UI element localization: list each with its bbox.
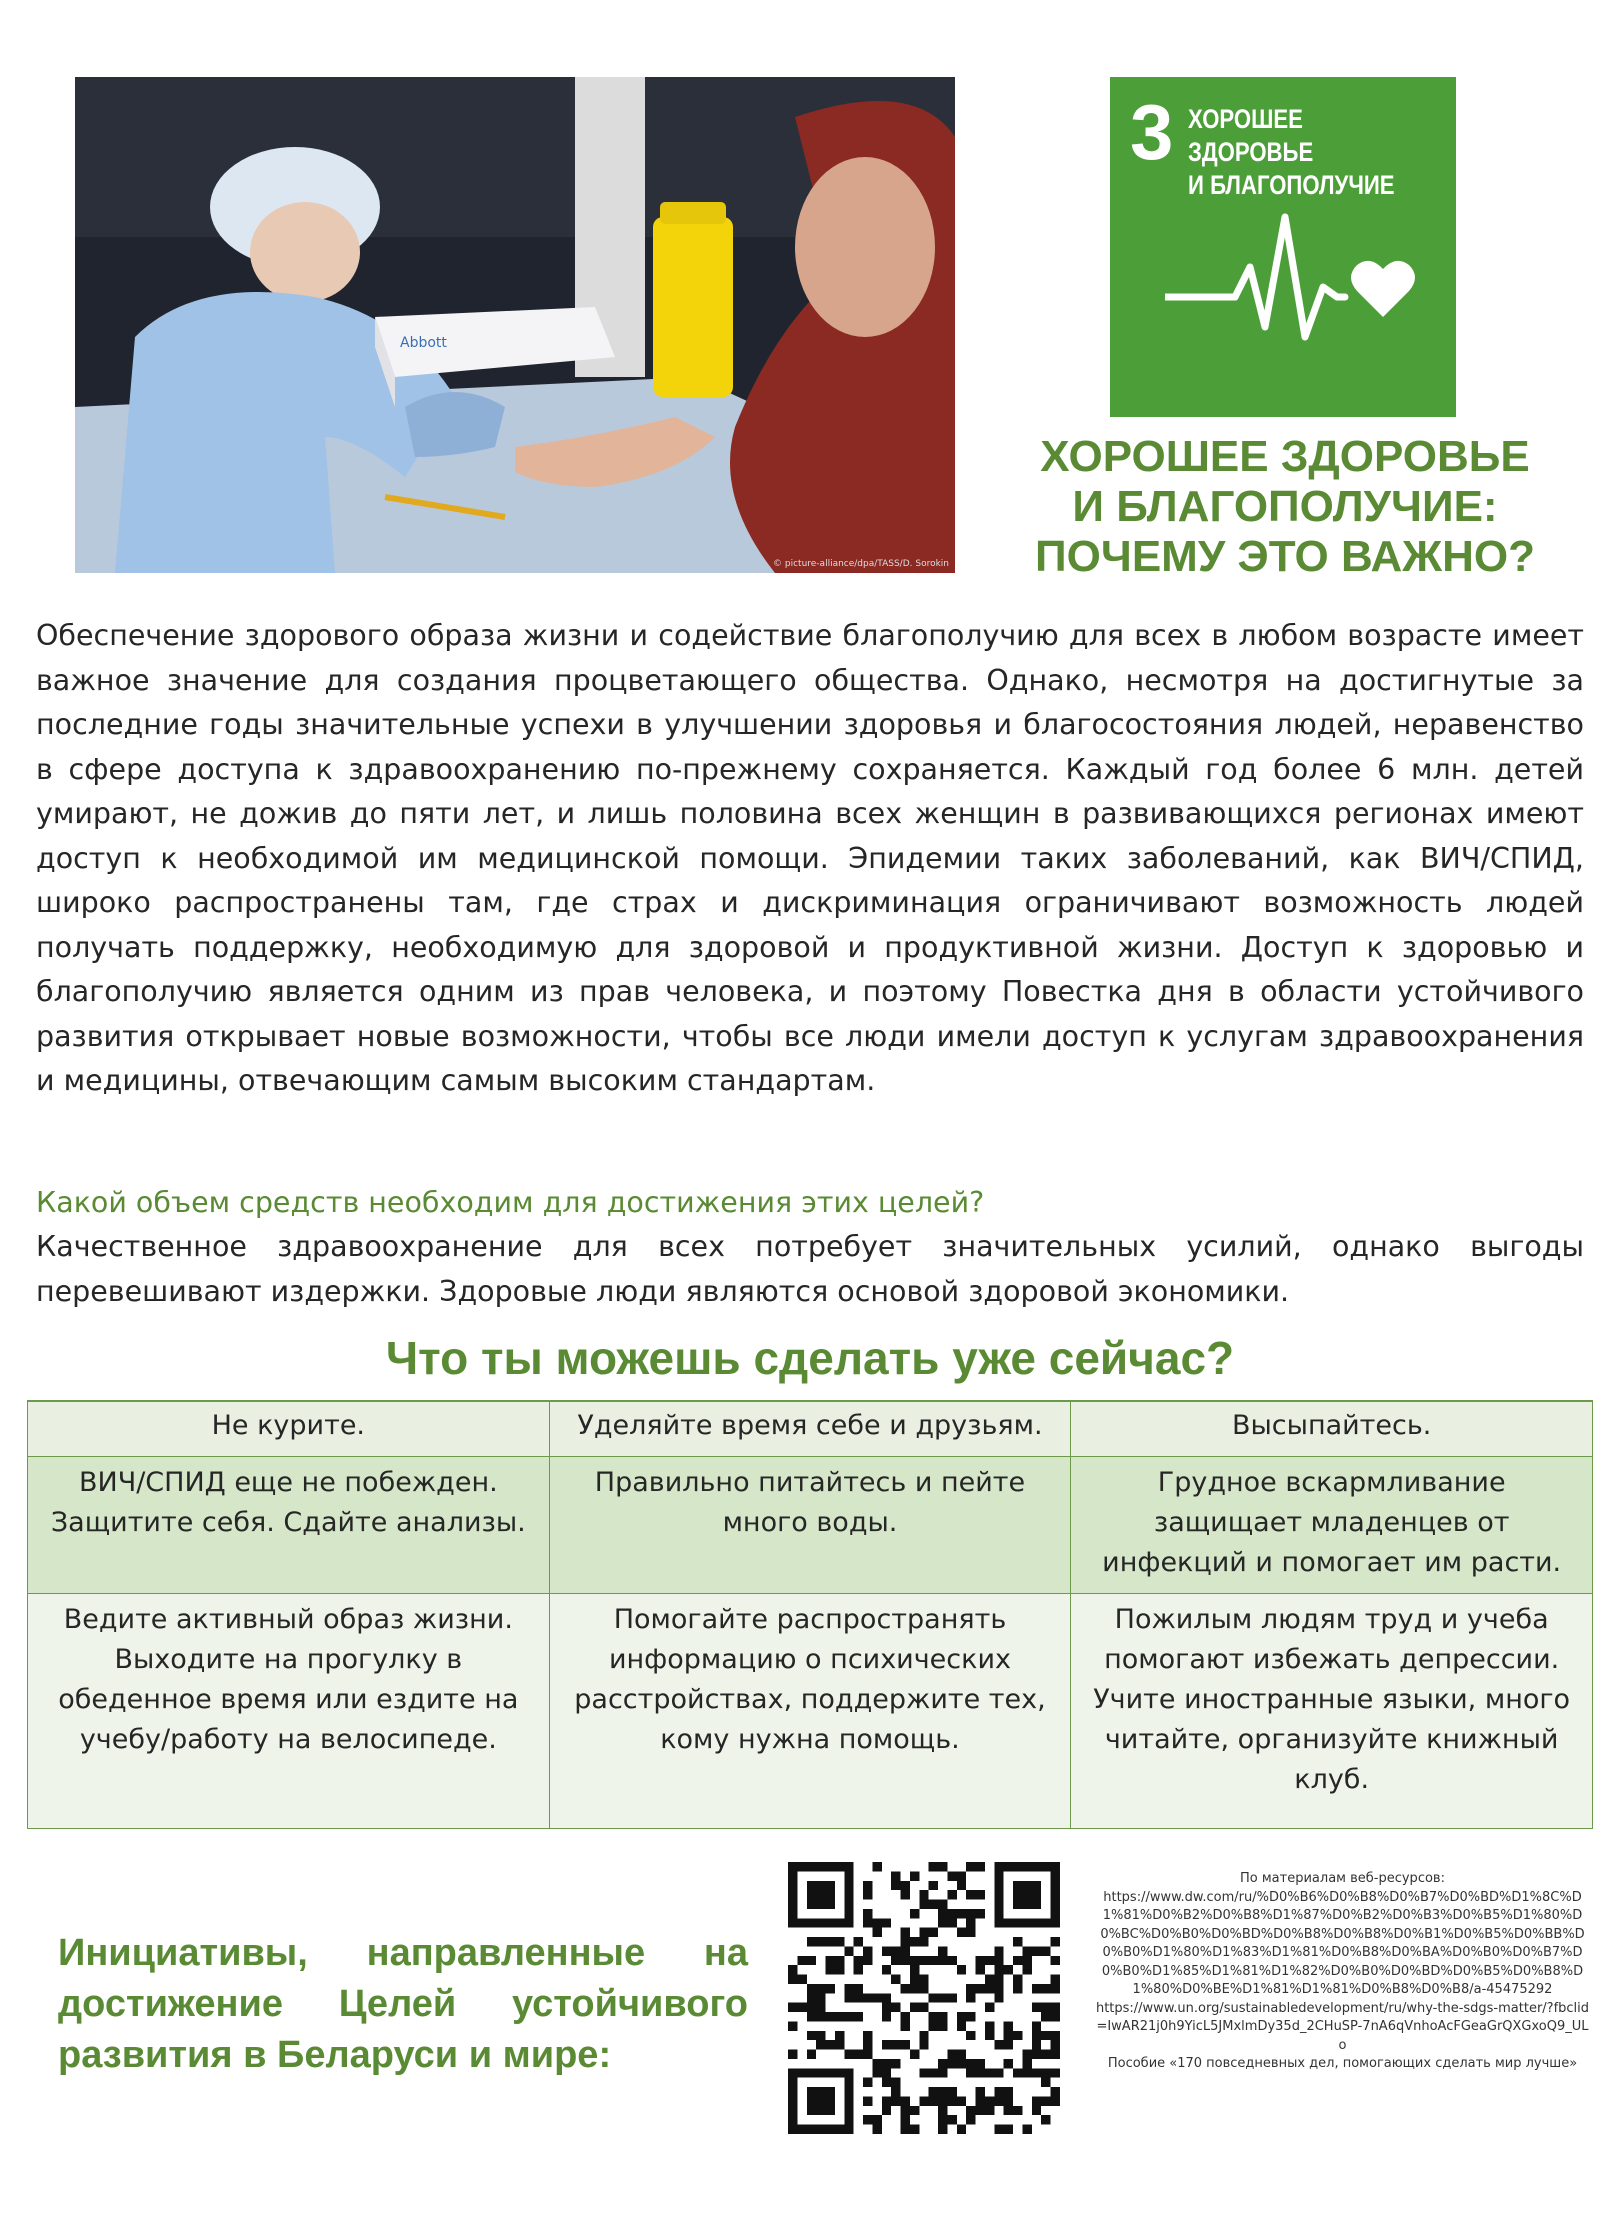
actions-table — [27, 1400, 1593, 1829]
initiatives-heading — [58, 1928, 748, 2081]
table-cell: Высыпайтесь. — [1071, 1401, 1593, 1457]
sdg-label: ХОРОШЕЕ ЗДОРОВЬЕ И БЛАГОПОЛУЧИЕ — [1188, 104, 1395, 200]
initiatives-line-1: Инициативы, направленные на — [58, 1932, 748, 1974]
table-row — [28, 1594, 1593, 1829]
table-cell: Ведите активный образ жизни. Выходите на прогулку в обеденное время или ездите на учебу/работу на велосипеде. — [28, 1594, 550, 1829]
table-row — [28, 1457, 1593, 1594]
title-line-3: ПОЧЕМУ ЭТО ВАЖНО? — [1035, 532, 1535, 581]
heartbeat-heart-icon — [1165, 197, 1415, 347]
qr-code[interactable] — [788, 1862, 1060, 2134]
page-title — [990, 432, 1580, 582]
source-link-dw[interactable]: https://www.dw.com/ru/%D0%B6%D0%B8%D0%B7%D0%BD%D1%8C%D1%81%D0%B2%D0%B8%D1%87%D0%B2%D0%B3%D0%B5%D1%80%D0%BC%D0%B0%D0%BD%D0%B8%D0%B8%D0%B1%D0%B5%D0%BB%D0%B0%D1%80%D1%83%D1%81%D0%B8%D0%BA%D0%B0%D0%B7%D0%B0%D1%85%D1%81%D1%82%D0%B0%D0%BD%D0%B5%D0%B8%D1%80%D0%BE%D1%81%D1%81%D0%B8%D0%B8/a-45475292 — [1100, 1889, 1585, 1997]
actions-title: Что ты можешь сделать уже сейчас? — [385, 1332, 1235, 1384]
sources-block — [1095, 1870, 1590, 2074]
funding-question: Какой объем средств необходим для достижения этих целей? — [36, 1186, 985, 1219]
intro-paragraph: Обеспечение здорового образа жизни и содействие благополучию для всех в любом возрасте имеет важное значение для создания процветающего общества. Однако, несмотря на достигнутые за последние годы значительные успехи в улучшении здоровья и благосостояния людей, неравенство в сфере доступа к здравоохранению по-прежнему сохраняется. Каждый год более 6 млн. детей умирают, не дожив до пяти лет, и лишь половина всех женщин в развивающихся регионах имеют доступ к необходимой им медицинской помощи. Эпидемии таких заболеваний, как ВИЧ/СПИД, широко распространены там, где страх и дискриминация ограничивают возможность людей получать поддержку, необходимую для здоровой и продуктивной жизни. Доступ к здоровью и благополучию является одним из прав человека, и поэтому Повестка дня в области устойчивого развития открывает новые возможности, чтобы все люди имели доступ к услугам здравоохранения и медицины, отвечающим самым высоким стандартам. — [36, 619, 1584, 1097]
table-row — [28, 1401, 1593, 1457]
table-cell: Пожилым людям труд и учеба помогают избежать депрессии. Учите иностранные языки, много читайте, организуйте книжный клуб. — [1071, 1594, 1593, 1829]
title-line-1: ХОРОШЕЕ ЗДОРОВЬЕ — [1040, 432, 1530, 481]
table-cell: Не курите. — [28, 1401, 550, 1457]
table-cell: ВИЧ/СПИД еще не побежден. Защитите себя. Сдайте анализы. — [28, 1457, 550, 1594]
source-link-un[interactable]: https://www.un.org/sustainabledevelopment/ru/why-the-sdgs-matter/?fbclid=IwAR21j0h9YicL5JMxlmDy35d_2CHuSP-7nA6qVnhoAcFGeaGrQXGxoQ9_ULo — [1095, 2000, 1590, 2053]
source-book: Пособие «170 повседневных дел, помогающих сделать мир лучше» — [1107, 2056, 1578, 2071]
initiatives-line-2: достижение Целей устойчивого — [58, 1983, 748, 2025]
title-line-2: И БЛАГОПОЛУЧИЕ: — [1072, 482, 1498, 531]
table-cell: Грудное вскармливание защищает младенцев от инфекций и помогает им расти. — [1071, 1457, 1593, 1594]
medical-test-illustration — [75, 77, 955, 573]
funding-answer: Качественное здравоохранение для всех потребует значительных усилий, однако выгоды перевешивают издержки. Здоровые люди являются основой здоровой экономики. — [36, 1230, 1584, 1308]
svg-text:Abbott: Abbott — [400, 335, 447, 351]
hero-photo — [75, 77, 955, 573]
table-cell: Помогайте распространять информацию о психических расстройствах, поддержите тех, кому нужна помощь. — [549, 1594, 1071, 1829]
table-cell: Уделяйте время себе и друзьям. — [549, 1401, 1071, 1457]
sources-heading: По материалам веб-ресурсов: — [1240, 1871, 1445, 1886]
photo-credit: © picture-alliance/dpa/TASS/D. Sorokin — [773, 559, 949, 569]
sdg-goal-tile — [1110, 77, 1456, 417]
initiatives-line-3: развития в Беларуси и мире: — [58, 2034, 612, 2076]
sdg-number: 3 — [1130, 88, 1174, 176]
table-cell: Правильно питайтесь и пейте много воды. — [549, 1457, 1071, 1594]
